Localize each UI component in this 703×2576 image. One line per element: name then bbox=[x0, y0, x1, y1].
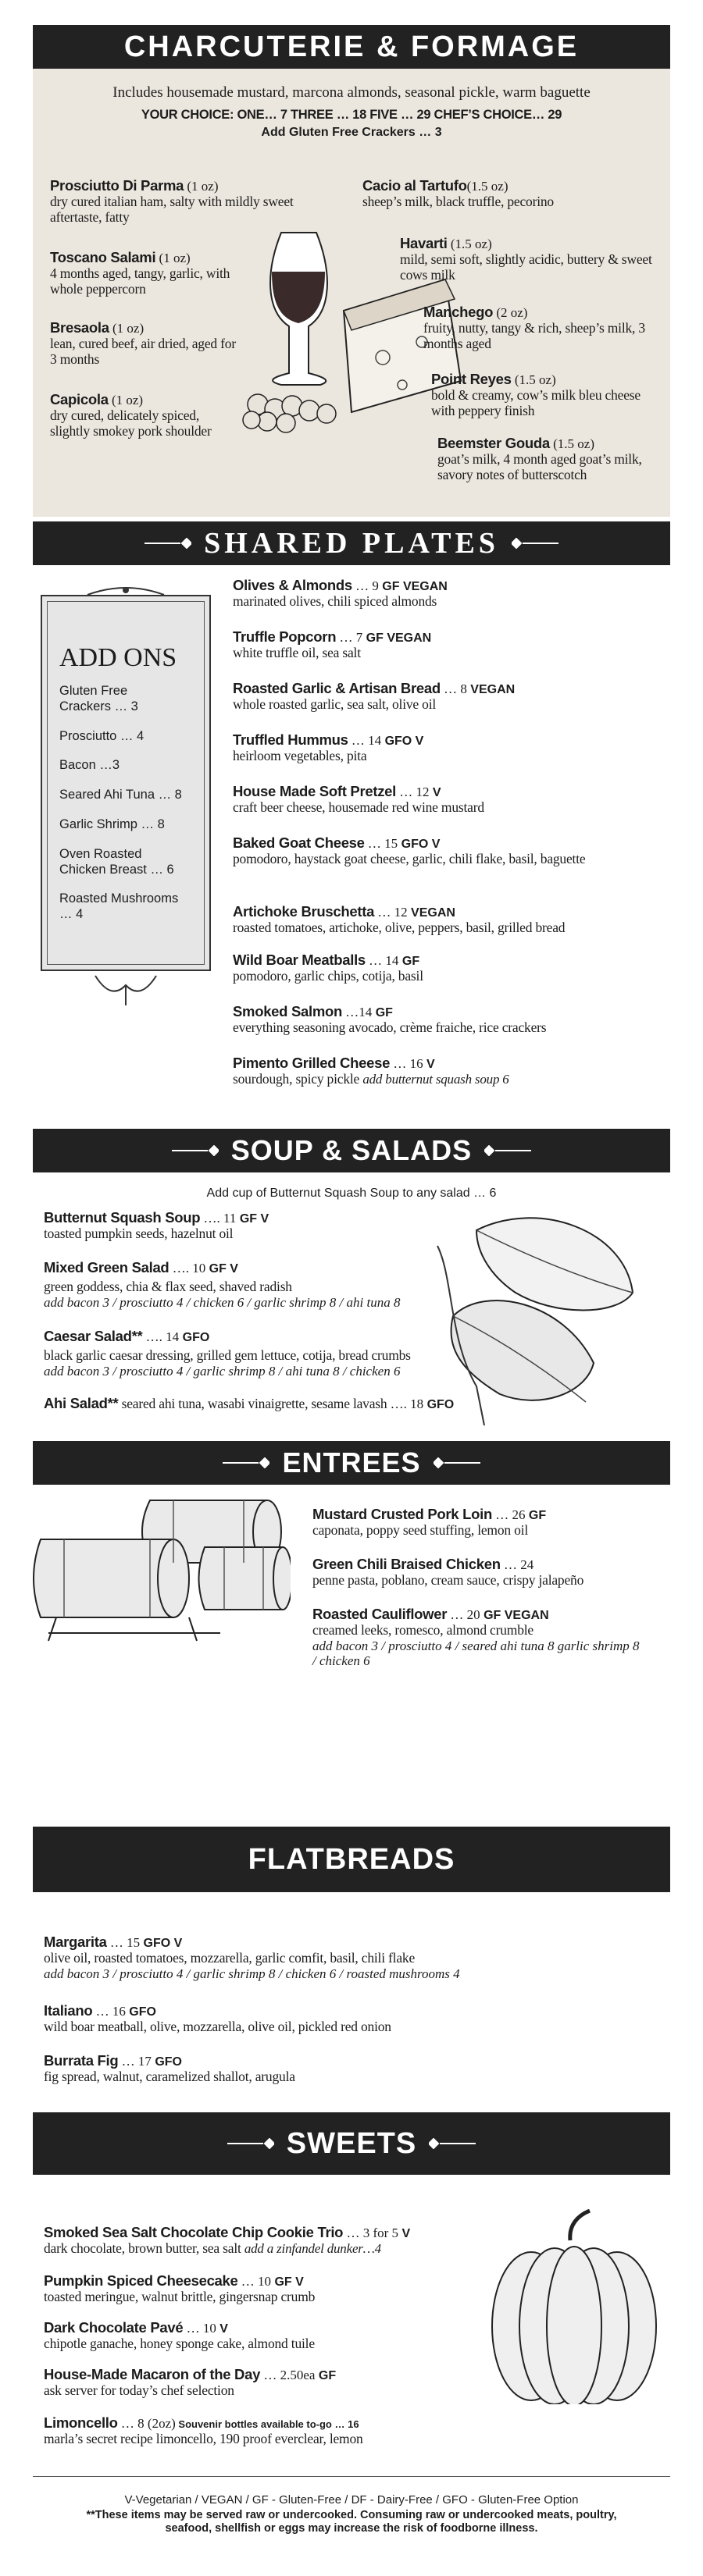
raw-food-warning: **These items may be served raw or undercooked. Consuming raw or undercooked meats, poultry, seafood, shellfish or eggs may increase the risk of foodborne illness. bbox=[86, 2509, 617, 2535]
menu-item: Burrata Fig … 17 GFO fig spread, walnut, caramelized shallot, arugula bbox=[44, 2052, 295, 2085]
meat-item: Bresaola (1 oz) lean, cured beef, air dried, aged for 3 months bbox=[50, 319, 236, 367]
menu-item: Smoked Salmon …14 GF everything seasoning avocado, crème fraiche, rice crackers bbox=[233, 1003, 547, 1036]
ornament-icon bbox=[145, 538, 191, 549]
charcuterie-banner bbox=[33, 25, 670, 69]
ornament-icon bbox=[429, 2138, 476, 2149]
menu-item: Smoked Sea Salt Chocolate Chip Cookie Trio … 3 for 5 V dark chocolate, brown butter, sea salt add a zinfandel dunker…4 bbox=[44, 2224, 411, 2257]
meat-item: Capicola (1 oz) dry cured, delicately spiced, slightly smokey pork shoulder bbox=[50, 391, 212, 439]
cheese-item: Beemster Gouda (1.5 oz) goat’s milk, 4 month aged goat’s milk, savory notes of butterscotch bbox=[437, 435, 642, 482]
menu-item: Roasted Cauliflower … 20 GF VEGAN creamed leeks, romesco, almond crumble add bacon 3 / prosciutto 4 / seared ahi tuna 8 garlic shrimp 8 / chicken 6 bbox=[312, 1606, 640, 1669]
menu-item: House-Made Macaron of the Day … 2.50ea GF ask server for today’s chef selection bbox=[44, 2366, 337, 2399]
soup-salads-banner bbox=[33, 1129, 670, 1172]
ornament-icon bbox=[512, 538, 558, 549]
dietary-legend: V-Vegetarian / VEGAN / GF - Gluten-Free / DF - Dairy-Free / GFO - Gluten-Free Option bbox=[124, 2493, 579, 2507]
menu-item: Mustard Crusted Pork Loin … 26 GF caponata, poppy seed stuffing, lemon oil bbox=[312, 1506, 547, 1539]
choice-pricing: YOUR CHOICE: ONE… 7 THREE … 18 FIVE … 29 CHEF’S CHOICE… 29 bbox=[141, 108, 562, 122]
cheese-item: Havarti (1.5 oz) mild, semi soft, slightly acidic, buttery & sweet cows milk bbox=[400, 235, 652, 283]
entrees-banner bbox=[33, 1441, 670, 1485]
cheese-item: Point Reyes (1.5 oz) bold & creamy, cow’s milk bleu cheese with peppery finish bbox=[431, 371, 641, 418]
menu-item: Pumpkin Spiced Cheesecake … 10 GF V toasted meringue, walnut brittle, gingersnap crumb bbox=[44, 2272, 316, 2305]
sweets-banner bbox=[33, 2112, 670, 2175]
menu-item: Artichoke Bruschetta … 12 VEGAN roasted tomatoes, artichoke, olive, peppers, basil, grilled bread bbox=[233, 903, 566, 936]
soup-add-note: Add cup of Butternut Squash Soup to any salad … 6 bbox=[206, 1187, 497, 1200]
menu-item: Butternut Squash Soup …. 11 GF V toasted pumpkin seeds, hazelnut oil bbox=[44, 1209, 269, 1242]
ornament-icon bbox=[223, 1457, 269, 1468]
section-title: CHARCUTERIE & FORMAGE bbox=[123, 30, 580, 63]
charcuterie-panel bbox=[33, 69, 670, 517]
menu-item: House Made Soft Pretzel … 12 V craft beer cheese, housemade red wine mustard bbox=[233, 783, 484, 816]
barrels-illustration bbox=[33, 1493, 291, 1649]
cheese-item: Manchego (2 oz) fruity, nutty, tangy & rich, sheep’s milk, 3 months aged bbox=[423, 304, 645, 351]
flourish-top-icon bbox=[41, 585, 211, 604]
charcuterie-intro: Includes housemade mustard, marcona almonds, seasonal pickle, warm baguette bbox=[112, 84, 591, 101]
menu-item: Dark Chocolate Pavé … 10 V chipotle ganache, honey sponge cake, almond tuile bbox=[44, 2319, 315, 2352]
flourish-bottom-icon bbox=[41, 970, 211, 1009]
ornament-icon bbox=[434, 1457, 480, 1468]
menu-item: Caesar Salad** …. 14 GFO black garlic caesar dressing, grilled gem lettuce, cotija, bread crumbs add bacon 3 / prosciutto 4 / garlic shrimp 8 / ahi tuna 8 / chicken 6 bbox=[44, 1328, 411, 1379]
menu-item: Truffle Popcorn … 7 GF VEGAN white truffle oil, sea salt bbox=[233, 628, 432, 661]
shared-plates-banner bbox=[33, 521, 670, 565]
ornament-icon bbox=[227, 2138, 274, 2149]
add-ons-box bbox=[41, 595, 211, 971]
section-title: SHARED PLATES bbox=[204, 527, 499, 560]
ornament-icon bbox=[484, 1145, 531, 1156]
menu-item: Ahi Salad** seared ahi tuna, wasabi vinaigrette, sesame lavash …. 18 GFO bbox=[44, 1395, 455, 1411]
gf-crackers-note: Add Gluten Free Crackers … 3 bbox=[261, 126, 442, 139]
section-title: SWEETS bbox=[286, 2126, 417, 2160]
meat-item: Toscano Salami (1 oz) 4 months aged, tangy, garlic, with whole peppercorn bbox=[50, 249, 230, 297]
section-title: ENTREES bbox=[282, 1446, 421, 1478]
menu-item: Pimento Grilled Cheese … 16 V sourdough, spicy pickle add butternut squash soup 6 bbox=[233, 1055, 509, 1087]
section-title: FLATBREADS bbox=[248, 1842, 455, 1876]
ornament-icon bbox=[172, 1145, 219, 1156]
menu-item: Olives & Almonds … 9 GF VEGAN marinated olives, chili spiced almonds bbox=[233, 577, 448, 610]
section-title: SOUP & SALADS bbox=[230, 1134, 473, 1166]
menu-item: Baked Goat Cheese … 15 GFO V pomodoro, haystack goat cheese, garlic, chili flake, basil, baguette bbox=[233, 834, 586, 867]
menu-item: Margarita … 15 GFO V olive oil, roasted tomatoes, mozzarella, garlic comfit, basil, chili flake add bacon 3 / prosciutto 4 / garlic shrimp 8 / chicken 6 / roasted mushrooms 4 bbox=[44, 1934, 460, 1981]
menu-item: Wild Boar Meatballs … 14 GF pomodoro, garlic chips, cotija, basil bbox=[233, 952, 423, 984]
menu-item: Green Chili Braised Chicken … 24 penne pasta, poblano, cream sauce, crispy jalapeño bbox=[312, 1556, 584, 1589]
footer-divider bbox=[33, 2476, 670, 2477]
add-ons-title: ADD ONS bbox=[59, 643, 177, 672]
cheese-item: Cacio al Tartufo(1.5 oz) sheep’s milk, black truffle, pecorino bbox=[362, 177, 554, 210]
menu-item: Italiano … 16 GFO wild boar meatball, olive, mozzarella, olive oil, pickled red onion bbox=[44, 2002, 391, 2035]
menu-item: Limoncello … 8 (2oz) Souvenir bottles available to-go … 16 marla’s secret recipe limoncello, 190 proof everclear, lemon bbox=[44, 2414, 363, 2447]
meat-item: Prosciutto Di Parma (1 oz) dry cured italian ham, salty with mildly sweet aftertaste, fatty bbox=[50, 177, 294, 225]
flatbreads-banner bbox=[33, 1827, 670, 1892]
menu-item: Truffled Hummus … 14 GFO V heirloom vegetables, pita bbox=[233, 731, 424, 764]
menu-item: Roasted Garlic & Artisan Bread … 8 VEGAN whole roasted garlic, sea salt, olive oil bbox=[233, 680, 516, 713]
menu-item: Mixed Green Salad …. 10 GF V green goddess, chia & flax seed, shaved radish add bacon 3 / prosciutto 4 / chicken 6 / garlic shrimp 8 / ahi tuna 8 bbox=[44, 1259, 401, 1310]
add-ons-list: Gluten Free Crackers … 3 Prosciutto … 4 Bacon …3 Seared Ahi Tuna … 8 Garlic Shrimp … 8 Oven Roasted Chicken Breast … 6 Roasted Mushrooms … 4 bbox=[59, 684, 182, 922]
